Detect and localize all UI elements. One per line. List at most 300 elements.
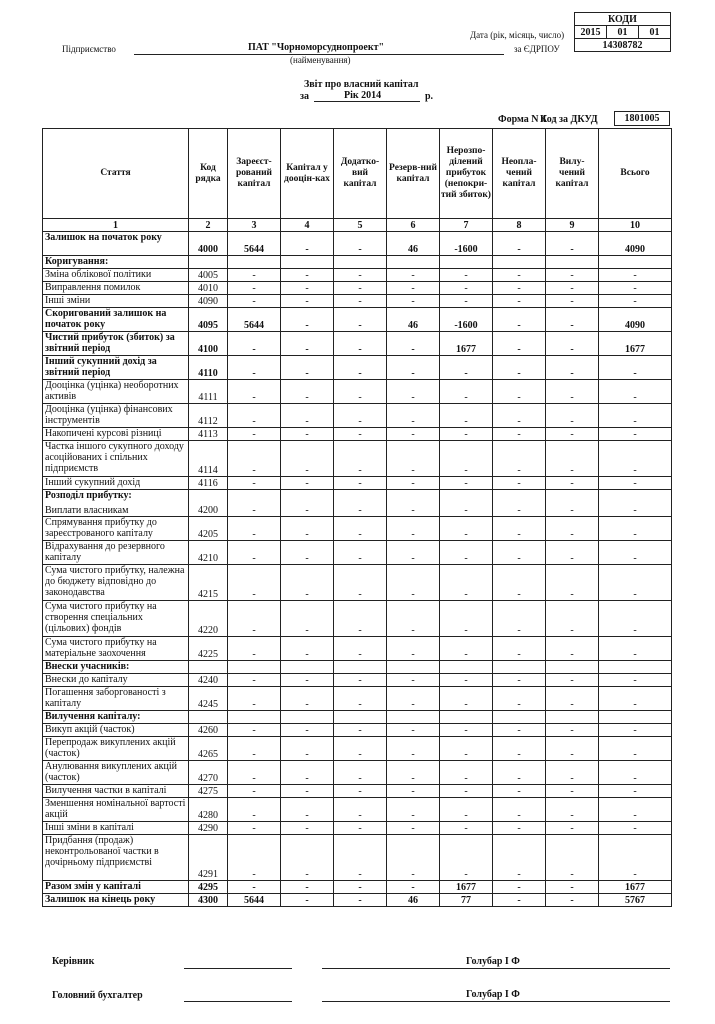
row-value: - xyxy=(281,881,334,894)
row-value: - xyxy=(546,428,599,441)
row-value: - xyxy=(493,269,546,282)
row-value: - xyxy=(493,295,546,308)
col-header-article: Стаття xyxy=(43,129,189,219)
row-value: - xyxy=(546,232,599,256)
head-name-line xyxy=(322,968,670,969)
col-header-retained: Нерозпо-ділений прибуток (непокри-тий збиток) xyxy=(440,129,493,219)
row-value: - xyxy=(228,517,281,541)
row-value: - xyxy=(440,380,493,404)
row-code: 4300 xyxy=(189,894,228,907)
col-number: 7 xyxy=(440,219,493,232)
row-code: 4210 xyxy=(189,541,228,565)
row-value: - xyxy=(334,295,387,308)
edrpou-code: 14308782 xyxy=(575,39,671,52)
row-value: - xyxy=(281,565,334,601)
row-value: - xyxy=(281,517,334,541)
table-row xyxy=(43,761,672,785)
row-value: - xyxy=(334,835,387,881)
row-value: - xyxy=(546,822,599,835)
row-value: - xyxy=(334,232,387,256)
row-value: - xyxy=(599,428,672,441)
row-value: - xyxy=(228,687,281,711)
row-value: - xyxy=(334,308,387,332)
table-row xyxy=(43,661,672,674)
row-value: - xyxy=(546,894,599,907)
row-value: - xyxy=(599,835,672,881)
row-value xyxy=(440,711,493,724)
row-value: 1677 xyxy=(440,332,493,356)
row-value: - xyxy=(440,674,493,687)
col-header-withdrawn: Вилу-чений капітал xyxy=(546,129,599,219)
row-value: - xyxy=(334,428,387,441)
row-value: - xyxy=(493,477,546,490)
row-value: - xyxy=(440,428,493,441)
table-row xyxy=(43,232,672,256)
row-value: - xyxy=(281,356,334,380)
row-value: - xyxy=(546,737,599,761)
row-value xyxy=(493,661,546,674)
row-value: - xyxy=(387,785,440,798)
head-name: Голубар І Ф xyxy=(466,956,520,967)
table-row xyxy=(43,332,672,356)
row-value: - xyxy=(440,601,493,637)
row-article: Спрямування прибутку до зареєстрованого капіталу xyxy=(43,517,189,541)
table-row xyxy=(43,295,672,308)
row-article: Разом змін у капіталі xyxy=(43,881,189,894)
dkud-label: Код за ДКУД xyxy=(540,114,598,125)
row-article: Інший сукупний дохід xyxy=(43,477,189,490)
row-value: - xyxy=(599,785,672,798)
row-code: 4090 xyxy=(189,295,228,308)
col-number: 9 xyxy=(546,219,599,232)
row-article: Зміна облікової політики xyxy=(43,269,189,282)
row-value xyxy=(387,256,440,269)
row-value: - xyxy=(493,761,546,785)
table-row xyxy=(43,822,672,835)
row-value: - xyxy=(493,674,546,687)
row-value xyxy=(387,661,440,674)
row-value: - xyxy=(599,477,672,490)
row-value: - xyxy=(281,761,334,785)
row-value: - xyxy=(599,295,672,308)
row-value: - xyxy=(387,490,440,517)
row-code: 4245 xyxy=(189,687,228,711)
row-code: 4113 xyxy=(189,428,228,441)
row-value: - xyxy=(440,477,493,490)
row-value: - xyxy=(440,798,493,822)
row-value: - xyxy=(228,822,281,835)
row-value: - xyxy=(228,724,281,737)
row-value: - xyxy=(493,737,546,761)
row-value: - xyxy=(546,282,599,295)
row-code: 4110 xyxy=(189,356,228,380)
row-value: - xyxy=(546,308,599,332)
row-code: 4112 xyxy=(189,404,228,428)
period-underline xyxy=(314,101,420,102)
row-code xyxy=(189,661,228,674)
row-value: - xyxy=(493,308,546,332)
row-value: - xyxy=(546,541,599,565)
name-caption: (найменування) xyxy=(290,55,351,65)
row-value: - xyxy=(281,232,334,256)
accountant-name: Голубар І Ф xyxy=(466,989,520,1000)
table-row xyxy=(43,441,672,477)
row-value: - xyxy=(440,404,493,428)
row-article: Сума чистого прибутку на створення спеціальних (цільових) фондів xyxy=(43,601,189,637)
row-value: - xyxy=(334,565,387,601)
row-value: - xyxy=(493,356,546,380)
row-value: 5767 xyxy=(599,894,672,907)
col-header-total: Всього xyxy=(599,129,672,219)
row-article: Скоригований залишок на початок року xyxy=(43,308,189,332)
row-article: Інші зміни xyxy=(43,295,189,308)
row-value: - xyxy=(493,565,546,601)
col-number: 2 xyxy=(189,219,228,232)
table-row xyxy=(43,711,672,724)
row-value: - xyxy=(546,269,599,282)
row-value: - xyxy=(546,295,599,308)
row-value: - xyxy=(387,380,440,404)
row-value: - xyxy=(599,269,672,282)
row-code: 4275 xyxy=(189,785,228,798)
row-article: Викуп акцій (часток) xyxy=(43,724,189,737)
row-value: - xyxy=(281,822,334,835)
table-row xyxy=(43,477,672,490)
row-value: 46 xyxy=(387,894,440,907)
row-value: - xyxy=(228,269,281,282)
row-code: 4114 xyxy=(189,441,228,477)
head-label: Керівник xyxy=(52,956,95,967)
row-value: - xyxy=(387,637,440,661)
row-code: 4220 xyxy=(189,601,228,637)
row-value: -1600 xyxy=(440,232,493,256)
row-value: 77 xyxy=(440,894,493,907)
row-value: - xyxy=(599,737,672,761)
row-article: Залишок на кінець року xyxy=(43,894,189,907)
row-value: - xyxy=(228,428,281,441)
row-value: - xyxy=(546,724,599,737)
row-value xyxy=(281,661,334,674)
row-value: - xyxy=(546,404,599,428)
row-value: - xyxy=(228,332,281,356)
row-code: 4260 xyxy=(189,724,228,737)
row-value: - xyxy=(546,881,599,894)
row-value: - xyxy=(281,737,334,761)
row-code: 4265 xyxy=(189,737,228,761)
row-value: - xyxy=(334,282,387,295)
row-value: - xyxy=(599,687,672,711)
row-article: Вилучення капіталу: xyxy=(43,711,189,724)
row-article: Інший сукупний дохід за звітний період xyxy=(43,356,189,380)
row-code: 4295 xyxy=(189,881,228,894)
row-value: 5644 xyxy=(228,308,281,332)
col-number: 1 xyxy=(43,219,189,232)
row-value: - xyxy=(546,490,599,517)
row-value: - xyxy=(599,565,672,601)
enterprise-name: ПАТ "Чорноморсуднопроект" xyxy=(248,42,385,53)
row-value: - xyxy=(440,724,493,737)
row-value: - xyxy=(334,637,387,661)
row-value: - xyxy=(493,798,546,822)
row-value: - xyxy=(546,835,599,881)
row-value: - xyxy=(493,282,546,295)
table-row xyxy=(43,798,672,822)
row-value: - xyxy=(546,332,599,356)
table-row xyxy=(43,737,672,761)
col-number: 5 xyxy=(334,219,387,232)
row-value: - xyxy=(546,601,599,637)
row-code: 4270 xyxy=(189,761,228,785)
row-code: 4280 xyxy=(189,798,228,822)
row-value: - xyxy=(281,295,334,308)
row-value: - xyxy=(334,785,387,798)
row-value xyxy=(334,256,387,269)
row-value: - xyxy=(281,404,334,428)
row-value xyxy=(546,711,599,724)
row-article: Дооцінка (уцінка) необоротних активів xyxy=(43,380,189,404)
row-value: - xyxy=(493,894,546,907)
table-row xyxy=(43,490,672,517)
row-code: 4116 xyxy=(189,477,228,490)
row-value: - xyxy=(334,332,387,356)
row-value xyxy=(599,256,672,269)
row-value: - xyxy=(387,761,440,785)
accountant-label: Головний бухгалтер xyxy=(52,990,143,1001)
row-value: - xyxy=(228,441,281,477)
row-value xyxy=(493,711,546,724)
row-value: - xyxy=(387,674,440,687)
col-number: 6 xyxy=(387,219,440,232)
row-value: - xyxy=(228,295,281,308)
row-value: - xyxy=(440,761,493,785)
row-value: - xyxy=(281,541,334,565)
table-row xyxy=(43,724,672,737)
row-value: - xyxy=(440,541,493,565)
table-row xyxy=(43,380,672,404)
col-header-registered: Зареєст-рований капітал xyxy=(228,129,281,219)
row-value: - xyxy=(387,269,440,282)
row-value: - xyxy=(228,565,281,601)
row-value: - xyxy=(493,724,546,737)
row-article: Сума чистого прибутку на матеріальне заохочення xyxy=(43,637,189,661)
row-article: Виправлення помилок xyxy=(43,282,189,295)
table-row xyxy=(43,404,672,428)
col-number: 8 xyxy=(493,219,546,232)
row-article: Вилучення частки в капіталі xyxy=(43,785,189,798)
row-value: - xyxy=(228,761,281,785)
row-value: - xyxy=(493,428,546,441)
row-code: 4005 xyxy=(189,269,228,282)
row-article: Сума чистого прибутку, належна до бюджету відповідно до законодавства xyxy=(43,565,189,601)
row-value: - xyxy=(599,761,672,785)
row-value xyxy=(599,711,672,724)
table-row xyxy=(43,356,672,380)
column-number-row xyxy=(43,219,672,232)
row-value: - xyxy=(281,428,334,441)
row-value: - xyxy=(228,637,281,661)
row-value: - xyxy=(440,822,493,835)
row-article: Дооцінка (уцінка) фінансових інструментів xyxy=(43,404,189,428)
date-label: Дата (рік, місяць, число) xyxy=(470,30,565,40)
row-value: - xyxy=(599,674,672,687)
date-year: 2015 xyxy=(575,26,607,39)
row-value: - xyxy=(281,441,334,477)
row-value: - xyxy=(493,785,546,798)
row-value: - xyxy=(281,687,334,711)
row-value: - xyxy=(493,332,546,356)
row-value: - xyxy=(599,601,672,637)
row-article: Внески учасників: xyxy=(43,661,189,674)
row-value: - xyxy=(440,282,493,295)
row-value: - xyxy=(334,687,387,711)
row-code: 4240 xyxy=(189,674,228,687)
row-value: - xyxy=(387,404,440,428)
table-row xyxy=(43,517,672,541)
row-value: - xyxy=(546,477,599,490)
row-code: 4291 xyxy=(189,835,228,881)
row-value: - xyxy=(228,541,281,565)
row-article: Залишок на початок року xyxy=(43,232,189,256)
row-value: - xyxy=(599,637,672,661)
row-code xyxy=(189,256,228,269)
row-value: - xyxy=(546,380,599,404)
row-value: - xyxy=(387,332,440,356)
row-value: - xyxy=(599,441,672,477)
row-value: - xyxy=(281,601,334,637)
row-value: - xyxy=(334,798,387,822)
row-value: - xyxy=(493,637,546,661)
row-value: - xyxy=(546,356,599,380)
row-code: 4111 xyxy=(189,380,228,404)
row-value xyxy=(334,711,387,724)
row-value: 5644 xyxy=(228,232,281,256)
row-article: Частка іншого сукупного доходу асоційованих і спільних підприємств xyxy=(43,441,189,477)
row-value: - xyxy=(334,490,387,517)
row-value: - xyxy=(281,269,334,282)
row-value: - xyxy=(334,541,387,565)
row-value: - xyxy=(493,835,546,881)
row-value xyxy=(493,256,546,269)
row-value: - xyxy=(493,404,546,428)
table-row xyxy=(43,881,672,894)
row-value: - xyxy=(599,798,672,822)
row-value: - xyxy=(440,356,493,380)
row-value: - xyxy=(440,441,493,477)
row-value: 46 xyxy=(387,308,440,332)
col-header-additional: Додатко-вий капітал xyxy=(334,129,387,219)
row-value: - xyxy=(387,517,440,541)
row-value: - xyxy=(546,441,599,477)
row-value xyxy=(228,256,281,269)
period-value: Рік 2014 xyxy=(344,90,382,101)
row-value: - xyxy=(228,380,281,404)
row-article: Відрахування до резервного капіталу xyxy=(43,541,189,565)
row-value: - xyxy=(546,798,599,822)
row-value: - xyxy=(440,517,493,541)
row-value: - xyxy=(440,637,493,661)
row-value: - xyxy=(599,380,672,404)
period-suffix: р. xyxy=(425,91,434,102)
form-label: Форма N 4 xyxy=(498,114,546,125)
row-value: - xyxy=(599,404,672,428)
row-value: - xyxy=(493,232,546,256)
row-value: - xyxy=(387,687,440,711)
row-code: 4290 xyxy=(189,822,228,835)
row-value: - xyxy=(599,822,672,835)
row-value: - xyxy=(493,881,546,894)
row-value: -1600 xyxy=(440,308,493,332)
row-value: - xyxy=(334,517,387,541)
table-row xyxy=(43,601,672,637)
row-value: - xyxy=(281,724,334,737)
table-row xyxy=(43,282,672,295)
row-value: - xyxy=(228,490,281,517)
row-value: - xyxy=(546,637,599,661)
row-value: - xyxy=(228,674,281,687)
row-value: - xyxy=(334,881,387,894)
row-value: - xyxy=(387,822,440,835)
accountant-name-line xyxy=(322,1001,670,1002)
row-value: - xyxy=(440,269,493,282)
row-value: 5644 xyxy=(228,894,281,907)
date-month: 01 xyxy=(607,26,639,39)
row-article: Чистий прибуток (збиток) за звітний період xyxy=(43,332,189,356)
row-value: - xyxy=(281,477,334,490)
row-value: - xyxy=(440,785,493,798)
row-value: - xyxy=(387,282,440,295)
table-row xyxy=(43,256,672,269)
row-value: - xyxy=(440,835,493,881)
row-value xyxy=(228,711,281,724)
column-header-row xyxy=(43,129,672,219)
enterprise-label: Підприємство xyxy=(62,44,116,54)
row-value: - xyxy=(334,477,387,490)
table-row xyxy=(43,428,672,441)
col-header-reserve: Резерв-ний капітал xyxy=(387,129,440,219)
row-article: Перепродаж викуплених акцій (часток) xyxy=(43,737,189,761)
row-code: 4200 xyxy=(189,490,228,517)
row-value: - xyxy=(334,737,387,761)
row-value: - xyxy=(334,674,387,687)
row-value: - xyxy=(228,881,281,894)
table-body xyxy=(43,232,672,907)
edrpou-label: за ЄДРПОУ xyxy=(514,44,560,54)
table-row xyxy=(43,637,672,661)
row-value: - xyxy=(387,737,440,761)
row-value: - xyxy=(387,565,440,601)
row-value: - xyxy=(546,674,599,687)
row-value xyxy=(228,661,281,674)
table-row xyxy=(43,565,672,601)
row-value: - xyxy=(281,798,334,822)
row-value: 1677 xyxy=(440,881,493,894)
row-value: - xyxy=(387,601,440,637)
row-article: Анулювання викуплених акцій (часток) xyxy=(43,761,189,785)
row-value: - xyxy=(387,295,440,308)
codes-box xyxy=(574,12,671,52)
row-value: - xyxy=(546,565,599,601)
row-value: 1677 xyxy=(599,332,672,356)
row-value xyxy=(546,661,599,674)
row-value: - xyxy=(334,380,387,404)
row-value: - xyxy=(440,737,493,761)
row-article: Внески до капіталу xyxy=(43,674,189,687)
row-value: - xyxy=(440,295,493,308)
row-code: 4205 xyxy=(189,517,228,541)
row-value: - xyxy=(334,269,387,282)
col-number: 4 xyxy=(281,219,334,232)
row-code: 4225 xyxy=(189,637,228,661)
